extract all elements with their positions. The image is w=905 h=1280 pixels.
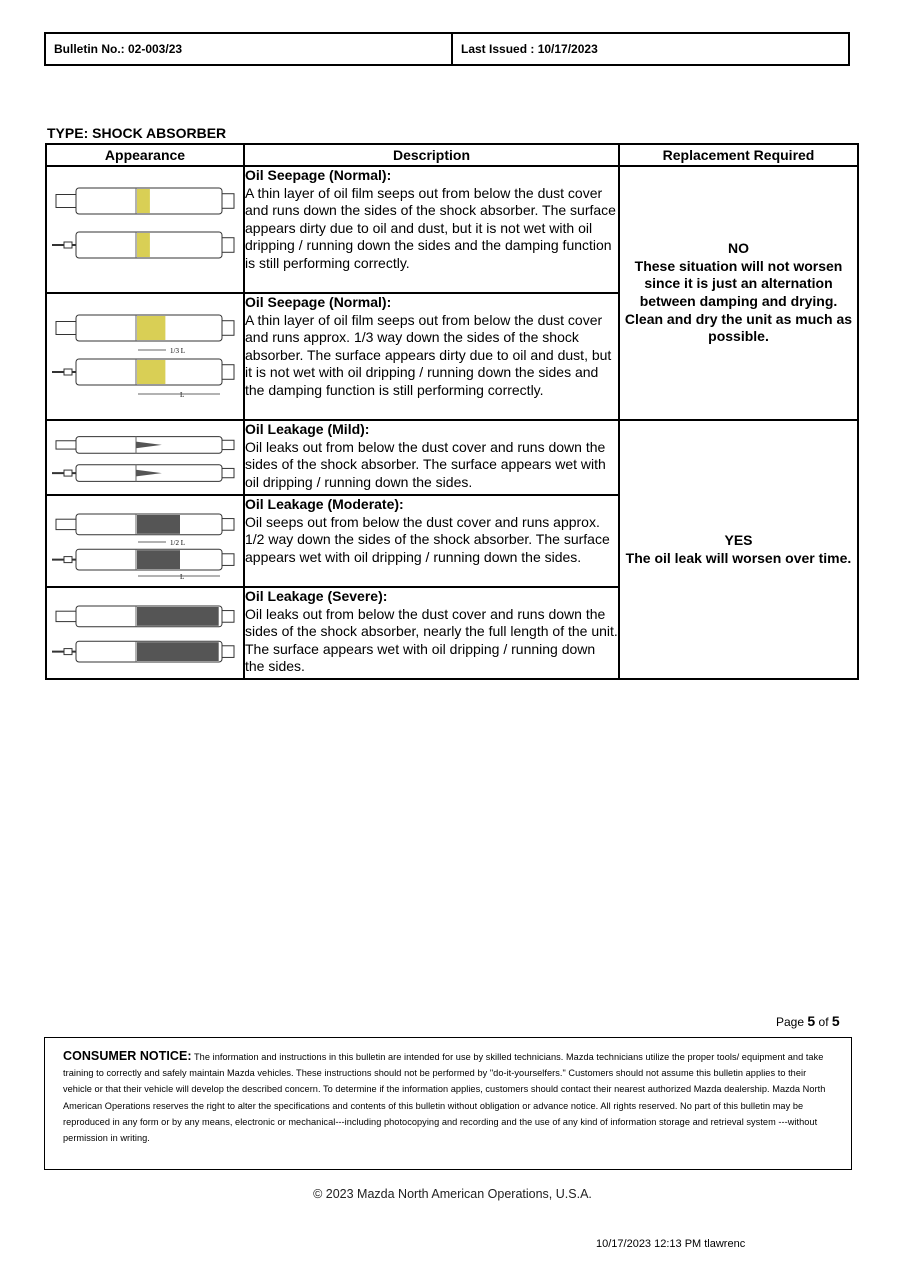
condition-text: Oil seeps out from below the dust cover and runs approx. 1/2 way down the sides of the shock absorber. The surface appears wet with oil dripping / running down the sides. <box>245 513 610 565</box>
shock-unit <box>56 514 234 535</box>
description-cell <box>244 293 619 420</box>
shock-unit <box>52 641 234 662</box>
oil-stain <box>137 550 180 569</box>
condition-title: Oil Leakage (Mild): <box>245 421 370 437</box>
bulletin-header <box>44 32 850 66</box>
shock-unit <box>52 232 234 258</box>
shock-absorber-illustration <box>50 502 240 582</box>
shock-unit <box>56 437 234 454</box>
replacement-detail: These situation will not worsen since it is just an alternation between damping and drying. Clean and dry the unit as much as possible. <box>624 257 853 345</box>
replacement-cell <box>619 166 858 420</box>
page-total: 5 <box>831 1013 840 1029</box>
oil-stain <box>137 515 180 534</box>
condition-text: A thin layer of oil film seeps out from below the dust cover and runs down the sides of the shock absorber. The surface appears dirty due to oil and dust, but it is not wet with oil dripping / running down the sides and the damping function is still performing correctly. <box>245 184 616 271</box>
header-replacement: Replacement Required <box>619 144 858 166</box>
shock-unit <box>56 188 234 214</box>
appearance-cell <box>46 495 244 587</box>
shock-absorber-illustration <box>50 594 240 674</box>
shock-absorber-illustration <box>50 173 240 273</box>
last-issued: Last Issued : 10/17/2023 <box>461 42 598 56</box>
copyright: © 2023 Mazda North American Operations, U.S.A. <box>313 1187 592 1201</box>
oil-stain <box>137 316 165 340</box>
appearance-cell <box>46 166 244 293</box>
condition-title: Oil Seepage (Normal): <box>245 167 392 183</box>
replacement-answer: NO <box>728 240 749 257</box>
type-heading: TYPE: SHOCK ABSORBER <box>47 125 227 141</box>
consumer-notice-text: The information and instructions in this bulletin are intended for use by skilled technicians. Mazda technicians utilize the proper tools/ equipment and take training to correctly and safely maintain Mazda vehicles. These instructions should not be performed by "do-it-yourselfers." Customers should not assume this bulletin applies to their vehicle or that their vehicle will develop the described concern. To determine if the information applies, customers should contact their nearest authorized Mazda dealership. Mazda North American Operations reserves the right to alter the specifications and contents of this bulletin without obligation or advance notice. All rights reserved. No part of this bulletin may be reproduced in any form or by any means, electronic or mechanical---including photocopying and recording and the use of any kind of information storage and retrieval system ---without permission in writing. <box>63 1052 826 1144</box>
oil-stain <box>137 642 219 661</box>
condition-title: Oil Leakage (Moderate): <box>245 496 404 512</box>
consumer-notice <box>44 1037 852 1170</box>
page-of: of <box>818 1015 829 1029</box>
appearance-cell <box>46 293 244 420</box>
page-current: 5 <box>807 1013 816 1029</box>
condition-title: Oil Leakage (Severe): <box>245 588 388 604</box>
description-cell <box>244 587 619 679</box>
replacement-answer: YES <box>724 531 753 548</box>
consumer-notice-title: CONSUMER NOTICE: <box>63 1049 192 1063</box>
condition-text: A thin layer of oil film seeps out from below the dust cover and runs approx. 1/3 way down the sides of the shock absorber. The surface appears dirty due to oil and dust, but it is not wet with oil dripping / running down the sides and the damping function is still performing correctly. <box>245 311 612 398</box>
dimension-label: 1/3 L <box>170 347 185 355</box>
table-row <box>46 166 858 293</box>
replacement-cell <box>619 420 858 679</box>
appearance-cell <box>46 420 244 495</box>
condition-text: Oil leaks out from below the dust cover and runs down the sides of the shock absorber. The surface appears wet with oil dripping / running down the sides. <box>245 438 606 490</box>
bulletin-number: Bulletin No.: 02-003/23 <box>46 34 453 64</box>
shock-absorber-illustration <box>50 300 240 400</box>
description-cell <box>244 420 619 495</box>
oil-stain <box>137 360 165 384</box>
oil-stain <box>137 607 219 626</box>
print-stamp: 10/17/2023 12:13 PM tlawrenc <box>596 1238 746 1250</box>
condition-title: Oil Seepage (Normal): <box>245 294 392 310</box>
shock-absorber-illustration <box>50 427 240 491</box>
description-cell <box>244 495 619 587</box>
oil-stain <box>137 189 150 213</box>
shock-unit <box>56 315 234 341</box>
shock-absorber-table <box>45 143 859 680</box>
shock-unit <box>52 465 234 482</box>
replacement-detail: The oil leak will worsen over time. <box>625 549 852 566</box>
table-row <box>46 420 858 495</box>
description-cell <box>244 166 619 293</box>
header-description: Description <box>244 144 619 166</box>
page-number <box>776 1013 840 1029</box>
dimension-label: L <box>180 391 185 399</box>
appearance-cell <box>46 587 244 679</box>
oil-stain <box>137 233 150 257</box>
table-header-row <box>46 144 858 166</box>
shock-unit <box>52 359 234 385</box>
shock-unit <box>56 606 234 627</box>
header-appearance: Appearance <box>46 144 244 166</box>
dimension-label: L <box>180 573 185 581</box>
shock-unit <box>52 549 234 570</box>
condition-text: Oil leaks out from below the dust cover and runs down the sides of the shock absorber, nearly the full length of the unit. The surface appears wet with oil dripping / running down the sides. <box>245 605 618 675</box>
dimension-label: 1/2 L <box>170 539 185 547</box>
page-label: Page <box>776 1015 805 1029</box>
